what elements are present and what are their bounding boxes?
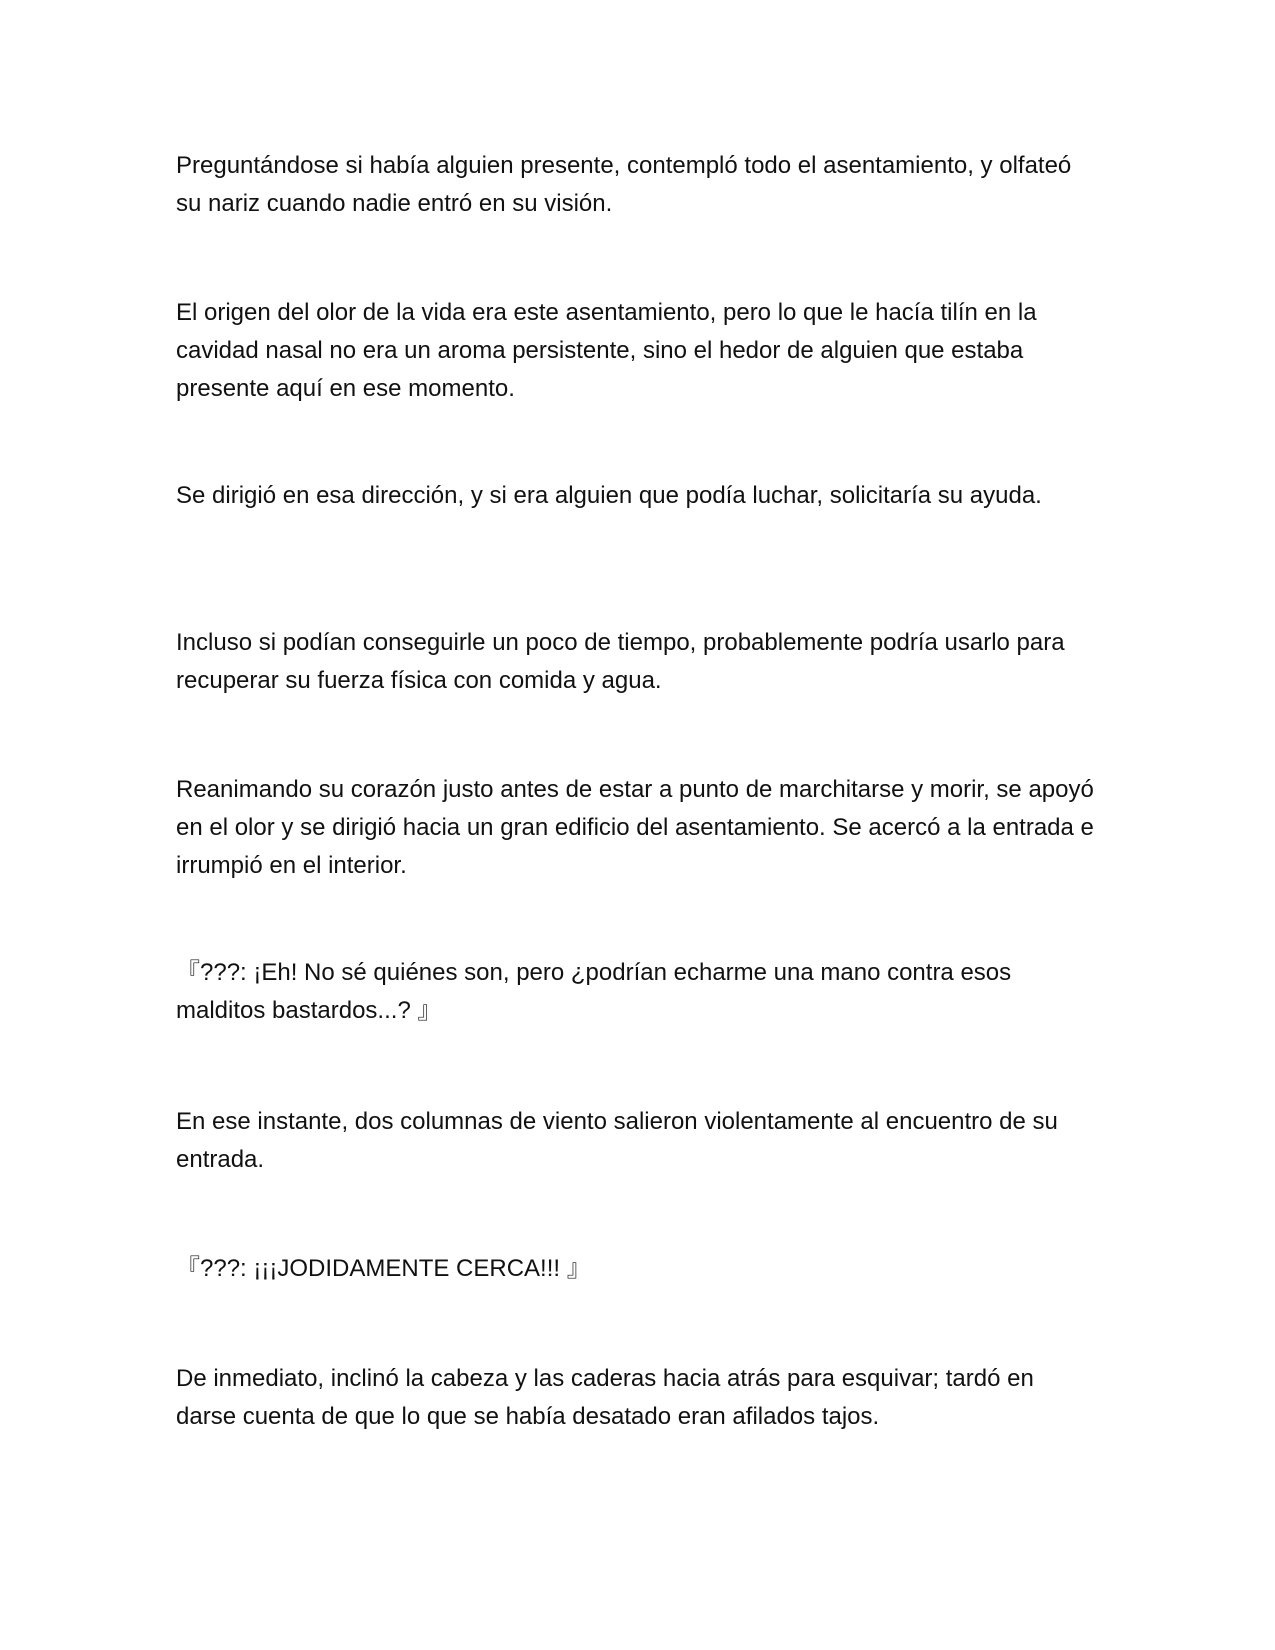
paragraph-7: De inmediato, inclinó la cabeza y las caderas hacia atrás para esquivar; tardó en darse cuenta de que lo que se había desatado eran afilados tajos.: [176, 1365, 1034, 1430]
dialogue-2: 『???: ¡¡¡JODIDAMENTE CERCA!!! 』: [176, 1255, 591, 1282]
paragraph-4: Incluso si podían conseguirle un poco de tiempo, probablemente podría usarlo para recuperar su fuerza física con comida y agua.: [176, 629, 1065, 694]
paragraph-1: Preguntándose si había alguien presente, contempló todo el asentamiento, y olfateó su nariz cuando nadie entró en su visión.: [176, 152, 1072, 217]
paragraph-3: Se dirigió en esa dirección, y si era alguien que podía luchar, solicitaría su ayuda.: [176, 482, 1042, 509]
dialogue-1: 『???: ¡Eh! No sé quiénes son, pero ¿podrían echarme una mano contra esos malditos bastardos...? 』: [176, 959, 1012, 1024]
paragraph-5: Reanimando su corazón justo antes de estar a punto de marchitarse y morir, se apoyó en el olor y se dirigió hacia un gran edificio del asentamiento. Se acercó a la entrada e irrumpió en el interior.: [176, 776, 1094, 879]
paragraph-2: El origen del olor de la vida era este asentamiento, pero lo que le hacía tilín en la cavidad nasal no era un aroma persistente, sino el hedor de alguien que estaba presente aquí en ese momento.: [176, 299, 1037, 402]
paragraph-6: En ese instante, dos columnas de viento salieron violentamente al encuentro de su entrada.: [176, 1108, 1058, 1173]
